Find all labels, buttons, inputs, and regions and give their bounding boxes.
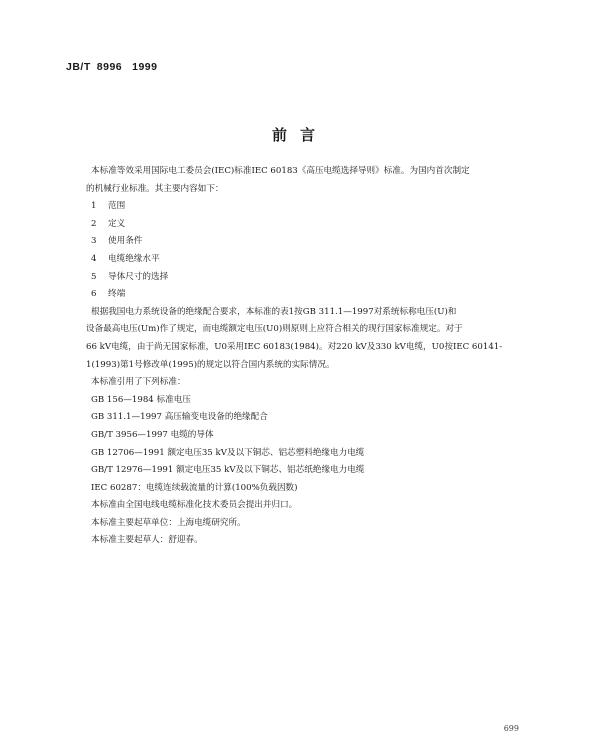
paragraph-line: 1(1993)第1号修改单(1995)的规定以符合国内系统的实际情况。 bbox=[86, 359, 335, 370]
paragraph-line: 66 kV电缆，由于尚无国家标准，U0采用IEC 60183(1984)。对220 kV及330 kV电缆，U0按IEC 60141- bbox=[86, 341, 503, 352]
reference-item: GB/T 3956—1997 电缆的导体 bbox=[91, 429, 214, 440]
paragraph-line: 根据我国电力系统设备的绝缘配合要求，本标准的表1按GB 311.1—1997对系统标称电压(U)和 bbox=[91, 306, 457, 317]
page-title: 前言 bbox=[271, 126, 328, 144]
references-intro: 本标准引用了下列标准： bbox=[91, 377, 186, 388]
reference-item: GB/T 12976—1991 额定电压35 kV及以下铜芯、铝芯纸绝缘电力电缆 bbox=[91, 465, 365, 476]
list-item: 1 范围 bbox=[91, 201, 126, 212]
standard-prefix: JB/T bbox=[66, 61, 91, 73]
list-item: 2 定义 bbox=[91, 218, 126, 229]
list-item: 4 电缆绝缘水平 bbox=[91, 253, 160, 264]
reference-item: IEC 60287：电缆连续载流量的计算(100%负载因数) bbox=[91, 482, 298, 493]
contents-list bbox=[91, 198, 524, 304]
intro-line: 的机械行业标准。其主要内容如下： bbox=[86, 183, 224, 194]
standard-year: 1999 bbox=[132, 61, 158, 73]
page-number: 699 bbox=[503, 724, 519, 733]
closing-line: 本标准主要起草人：舒迎春。 bbox=[91, 535, 203, 546]
closing-line: 本标准由全国电线电缆标准化技术委员会提出并归口。 bbox=[91, 500, 298, 511]
standard-header bbox=[66, 61, 157, 73]
list-item: 6 终端 bbox=[91, 289, 126, 300]
paragraph-line: 设备最高电压(Um)作了规定，而电缆额定电压(U0)则原则上应符合相关的现行国家标准规定。对于 bbox=[86, 324, 463, 335]
closing-line: 本标准主要起草单位：上海电缆研究所。 bbox=[91, 517, 246, 528]
intro-line: 本标准等效采用国际电工委员会(IEC)标准IEC 60183《高压电缆选择导则》标准。为国内首次制定 bbox=[91, 166, 470, 176]
document-body bbox=[86, 163, 524, 550]
reference-item: GB 156—1984 标准电压 bbox=[91, 394, 191, 405]
list-item: 5 导体尺寸的选择 bbox=[91, 271, 169, 282]
reference-item: GB 12706—1991 额定电压35 kV及以下铜芯、铝芯塑料绝缘电力电缆 bbox=[91, 447, 365, 458]
list-item: 3 使用条件 bbox=[91, 236, 143, 247]
reference-item: GB 311.1—1997 高压输变电设备的绝缘配合 bbox=[91, 412, 268, 423]
standard-number: 8996 bbox=[96, 61, 123, 73]
